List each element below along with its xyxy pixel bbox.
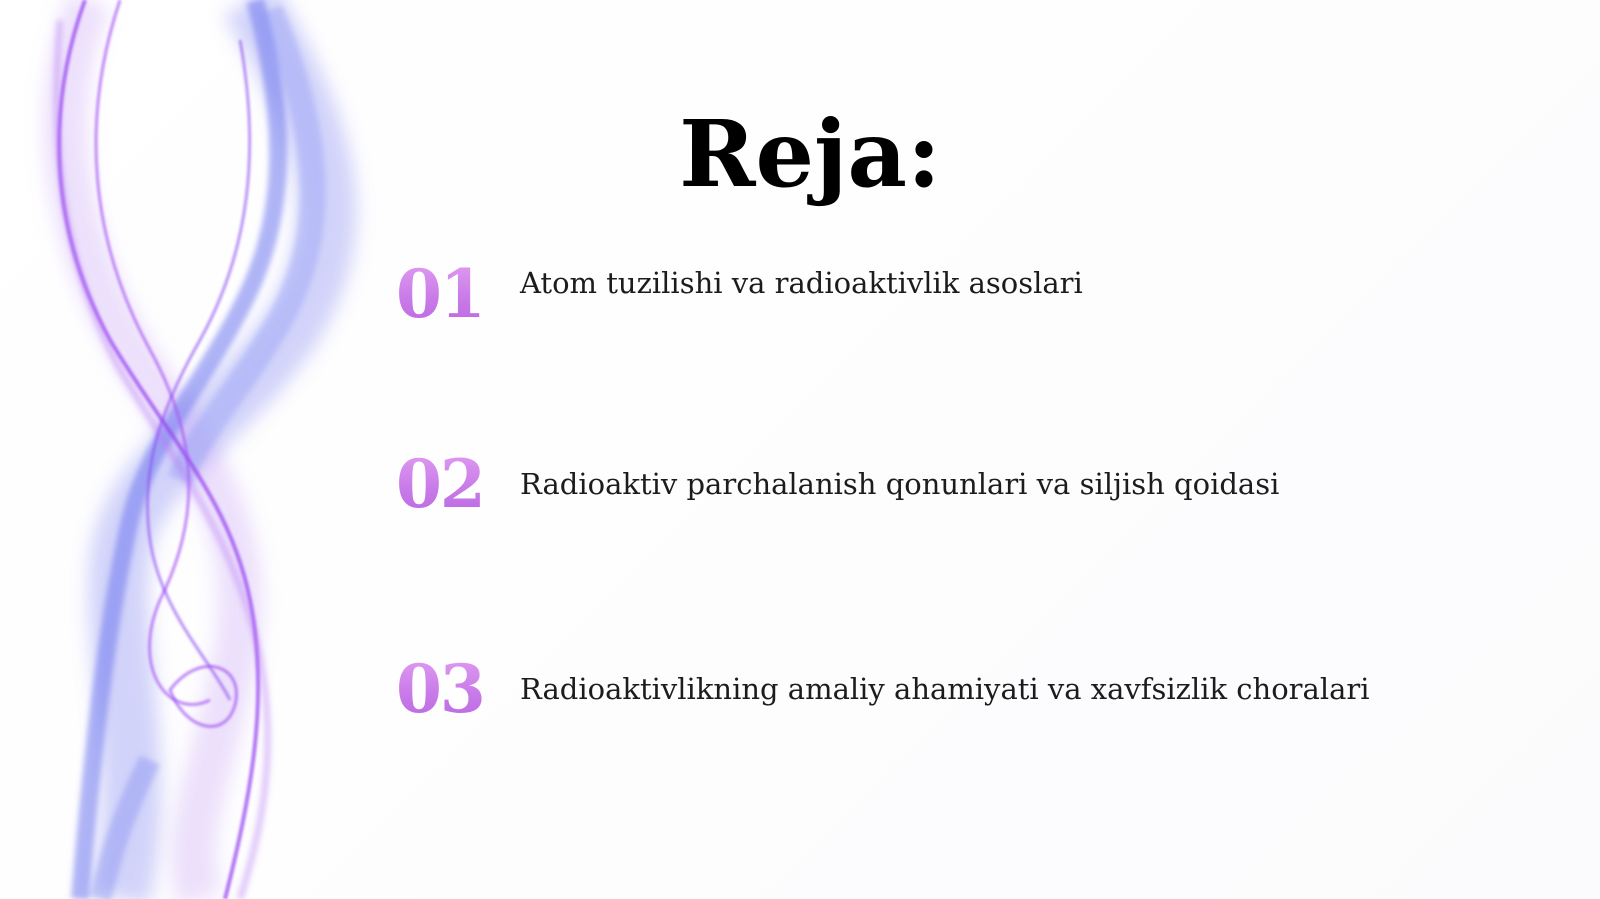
page-title: Reja:	[679, 99, 941, 208]
item-text: Radioaktivlikning amaliy ahamiyati va xavfsizlik choralari	[520, 672, 1370, 706]
item-number: 01	[396, 255, 520, 333]
item-text: Radioaktiv parchalanish qonunlari va siljish qoidasi	[520, 467, 1280, 501]
list-item	[396, 444, 1279, 524]
smoke-decoration	[0, 0, 420, 899]
item-number: 02	[396, 445, 520, 523]
item-number: 03	[396, 650, 520, 728]
list-item	[396, 254, 1083, 334]
list-item	[396, 649, 1370, 729]
item-text: Atom tuzilishi va radioaktivlik asoslari	[520, 266, 1083, 300]
